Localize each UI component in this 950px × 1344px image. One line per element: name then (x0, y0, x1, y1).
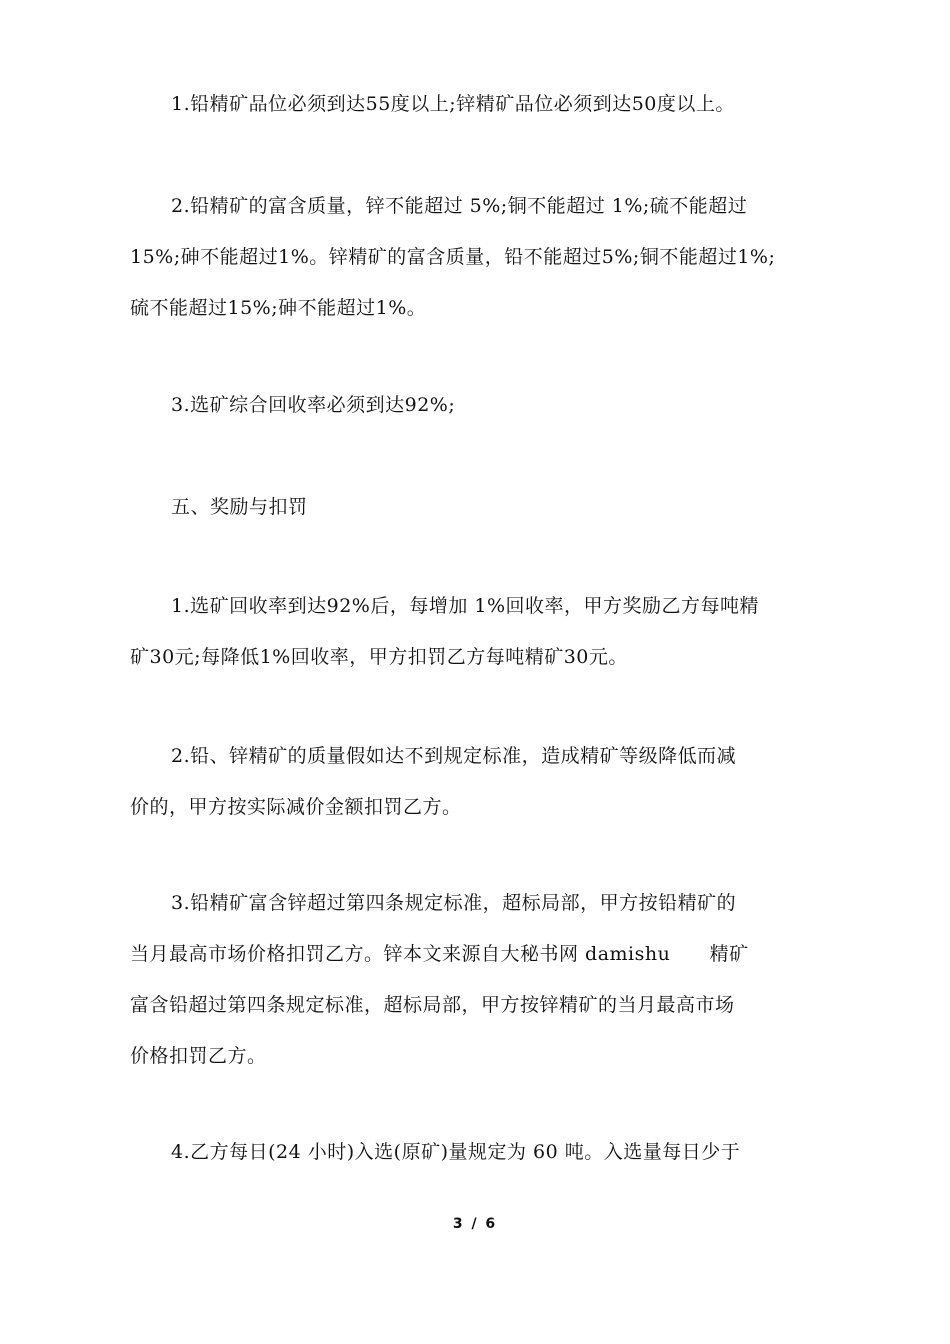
paragraph-reward-recovery (130, 581, 822, 683)
paragraph-line: 3.选矿综合回收率必须到达92%; (171, 394, 456, 416)
paragraph-line: 矿30元;每降低1%回收率，甲方扣罚乙方每吨精矿30元。 (130, 646, 628, 668)
paragraph-line: 2.铅、锌精矿的质量假如达不到规定标准，造成精矿等级降低而减 (171, 745, 737, 767)
section-heading: 五、奖励与扣罚 (171, 496, 308, 518)
paragraph-line: 4.乙方每日(24 小时)入选(原矿)量规定为 60 吨。入选量每日少于 (171, 1141, 741, 1163)
paragraph-line: 价的，甲方按实际减价金额扣罚乙方。 (130, 796, 462, 818)
paragraph-concentrate-quality (130, 181, 822, 334)
paragraph-line: 1.选矿回收率到达92%后，每增加 1%回收率，甲方奖励乙方每吨精 (171, 595, 760, 617)
paragraph-line: 富含铅超过第四条规定标准，超标局部，甲方按锌精矿的当月最高市场 (130, 994, 735, 1016)
paragraph-line: 15%;砷不能超过1%。锌精矿的富含质量，铅不能超过5%;铜不能超过1%; (130, 246, 776, 268)
paragraph-recovery-rate (130, 380, 822, 431)
paragraph-line: 2.铅精矿的富含质量，锌不能超过 5%;铜不能超过 1%;硫不能超过 (171, 195, 748, 217)
paragraph-excess-penalty (130, 878, 822, 1082)
paragraph-lead-grade (130, 79, 822, 130)
paragraph-line: 硫不能超过15%;砷不能超过1%。 (130, 297, 427, 319)
paragraph-line: 1.铅精矿品位必须到达55度以上;锌精矿品位必须到达50度以上。 (171, 93, 735, 115)
page-number: 3 / 6 (452, 1216, 498, 1232)
paragraph-daily-volume (130, 1127, 822, 1178)
paragraph-line: 3.铅精矿富含锌超过第四条规定标准，超标局部，甲方按铅精矿的 (171, 892, 737, 914)
paragraph-line: 价格扣罚乙方。 (130, 1045, 267, 1067)
paragraph-line: 当月最高市场价格扣罚乙方。锌本文来源自大秘书网 damishu 精矿 (130, 943, 749, 965)
paragraph-quality-penalty (130, 731, 822, 833)
